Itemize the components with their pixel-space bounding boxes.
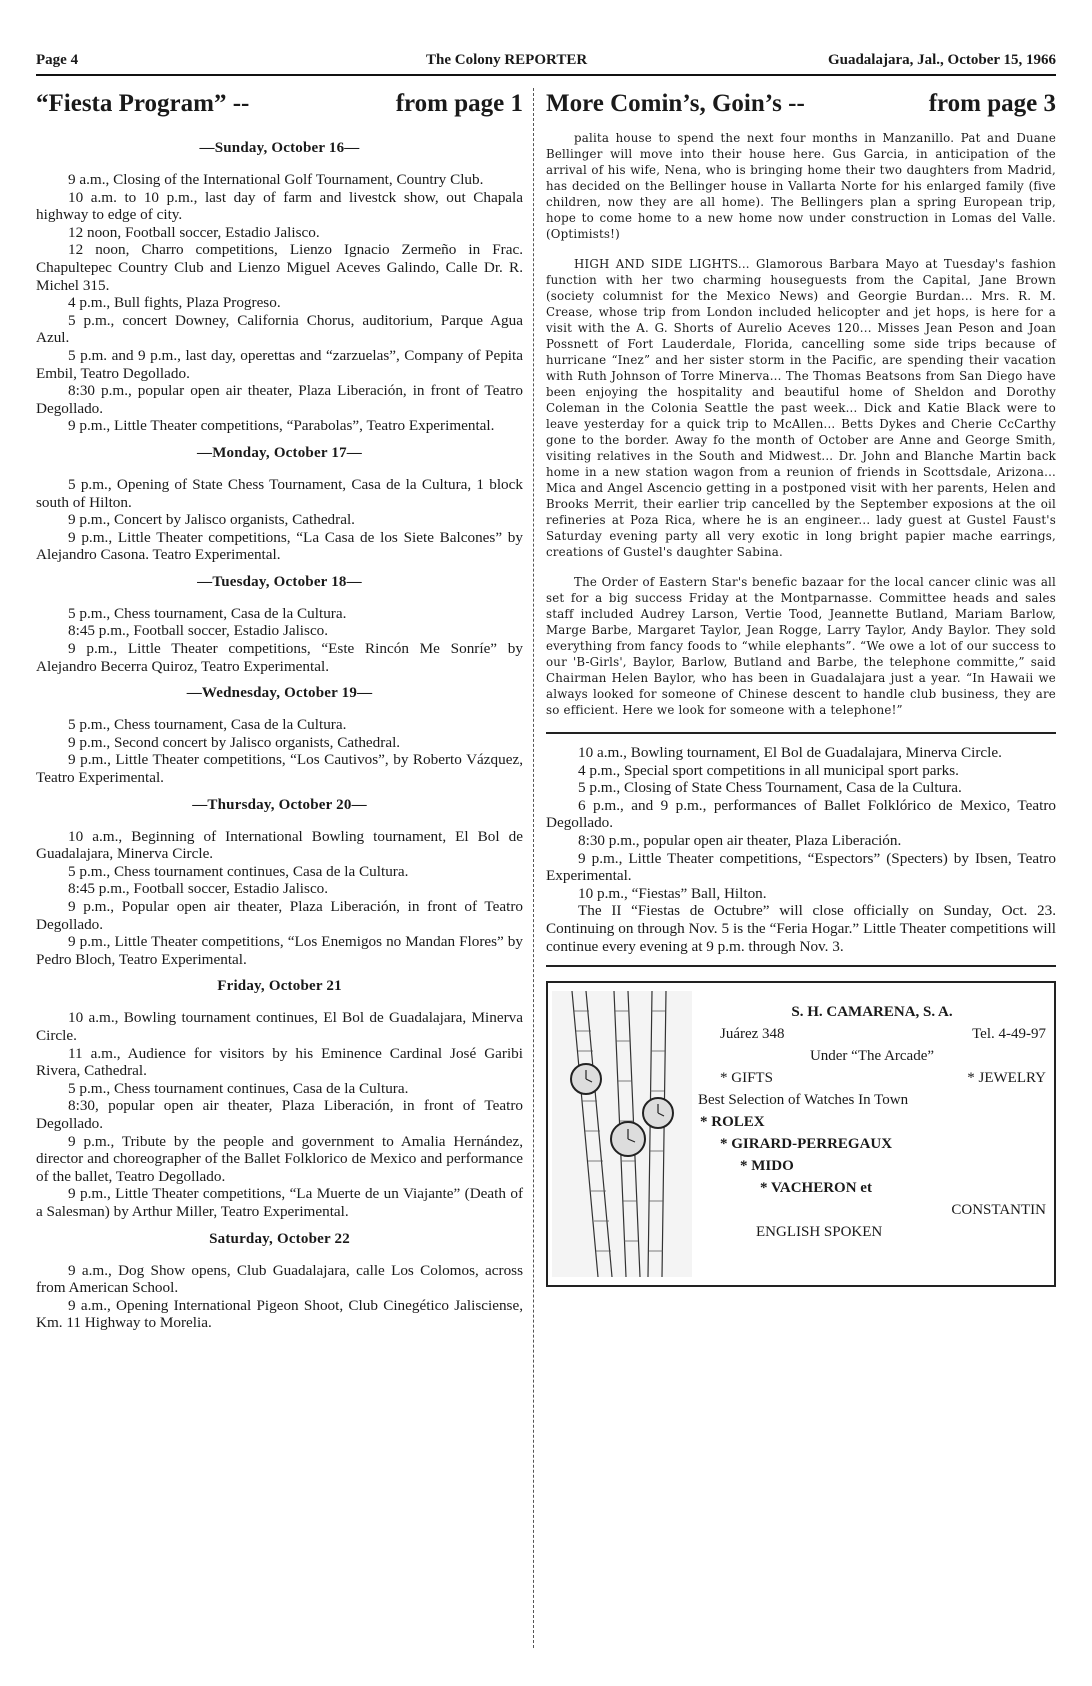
day-heading: —Monday, October 17— — [197, 444, 362, 461]
camarena-advertisement — [546, 981, 1056, 1287]
ad-phone: Tel. 4-49-97 — [972, 1026, 1046, 1043]
program-event: 9 a.m., Opening International Pigeon Shoot, Club Cinegético Jalisciense, Km. 11 Highway to Morelia. — [36, 1296, 523, 1332]
header-rule — [36, 74, 1056, 76]
comings-goings-column — [546, 90, 1056, 1668]
ad-text — [698, 1001, 1046, 1243]
ad-location: Under “The Arcade” — [809, 1048, 935, 1065]
program-event: 9 a.m., Closing of the International Golf Tournament, Country Club. — [68, 171, 484, 188]
program-event: 9 p.m., Little Theater competitions, “Los Enemigos no Mandan Flores” by Pedro Bloch, Teatro Experimental. — [36, 933, 523, 968]
ad-brand: * ROLEX — [700, 1114, 765, 1131]
program-event: 10 a.m. to 10 p.m., last day of farm and livestck show, out Chapala highway to edge of city. — [36, 188, 523, 224]
program-event: 5 p.m., Chess tournament continues, Casa de la Cultura. — [68, 862, 409, 880]
ad-jewelry: * JEWELRY — [967, 1070, 1046, 1087]
page-header — [36, 48, 1056, 74]
fiesta-headline — [36, 90, 523, 130]
program-continued — [546, 744, 1056, 955]
program-event: 5 p.m., Chess tournament, Casa de la Cultura. — [68, 604, 347, 622]
program-event: 5 p.m., Opening of State Chess Tournament, Casa de la Cultura, 1 block south of Hilton. — [36, 475, 523, 511]
ad-offerings — [698, 1067, 1046, 1089]
program-event: 5 p.m., Chess tournament continues, Casa de la Cultura. — [68, 1079, 409, 1097]
ad-gifts: * GIFTS — [720, 1070, 773, 1087]
program-event: 8:30 p.m., popular open air theater, Plaza Liberación. — [578, 831, 902, 849]
program-event: 5 p.m., Closing of State Chess Tournament, Casa de la Cultura. — [578, 779, 962, 797]
paper-name: The Colony REPORTER — [426, 52, 588, 68]
day-heading: —Thursday, October 20— — [192, 796, 367, 813]
program-event: 5 p.m. and 9 p.m., last day, operettas and “zarzuelas”, Company of Pepita Embil, Teatro Degollado. — [36, 346, 523, 382]
day-heading: Saturday, October 22 — [209, 1230, 350, 1247]
program-event: 4 p.m., Special sport competitions in all municipal sport parks. — [578, 761, 959, 779]
program-event: 10 a.m., Beginning of International Bowling tournament, El Bol de Guadalajara, Minerva Circle. — [36, 827, 523, 863]
program-event: 11 a.m., Audience for visitors by his Eminence Cardinal José Garibi Rivera, Cathedral. — [36, 1044, 523, 1080]
headline-continued: from page 1 — [395, 90, 523, 117]
program-event: 8:45 p.m., Football soccer, Estadio Jalisco. — [68, 622, 329, 640]
program-event: 9 p.m., Second concert by Jalisco organists, Cathedral. — [68, 733, 401, 751]
gossip-paragraph: palita house to spend the next four months in Manzanillo. Pat and Duane Bellinger will move into their house here. Gus Garcia, in anticipation of the arrival of his wife, Nena, who is bringing home their two daughters from Madrid, has decided on the Bellinger house in Vallarta Norte for his enlarged family (five children, now they are all home). The Bellingers plan a spring European trip, hope to come home to a new home now under construction in Lomas del Valle. (Optimists!) — [546, 131, 1056, 241]
ad-address: Juárez 348 — [720, 1026, 785, 1043]
ad-brand: * GIRARD-PERREGAUX — [720, 1136, 893, 1153]
program-event: 9 p.m., Little Theater competitions, “La Casa de los Siete Balcones” by Alejandro Casona. Teatro Experimental. — [36, 528, 523, 564]
headline-title: “Fiesta Program” -- — [36, 90, 250, 117]
program-event: 9 p.m., Concert by Jalisco organists, Cathedral. — [68, 511, 355, 529]
headline-title: More Comin’s, Goin’s -- — [546, 90, 805, 117]
program-event: 9 p.m., Popular open air theater, Plaza Liberación, in front of Teatro Degollado. — [36, 898, 523, 933]
program-event: 8:30 p.m., popular open air theater, Plaza Liberación, in front of Teatro Degollado. — [36, 382, 523, 417]
page-number: Page 4 — [36, 52, 79, 68]
section-rule — [546, 965, 1056, 967]
program-event: 5 p.m., concert Downey, California Chorus, auditorium, Parque Agua Azul. — [36, 311, 523, 347]
day-heading: Friday, October 21 — [217, 978, 342, 995]
newspaper-page — [36, 48, 1056, 1668]
fiesta-program-column — [36, 90, 523, 1668]
ad-watches-line: Best Selection of Watches In Town — [698, 1092, 909, 1109]
program-event: 9 a.m., Dog Show opens, Club Guadalajara, calle Los Colomos, across from American School. — [36, 1261, 523, 1297]
program-event: 12 noon, Charro competitions, Lienzo Ignacio Zermeño in Frac. Chapultepec Country Club and Lienzo Miguel Aceves Galindo, Calle Dr. R. Michel 315. — [36, 241, 523, 294]
program-event: 9 p.m., Little Theater competitions, “Los Cautivos”, by Roberto Vázquez, Teatro Experimental. — [36, 751, 523, 787]
dateline: Guadalajara, Jal., October 15, 1966 — [827, 52, 1056, 68]
program-event: 6 p.m., and 9 p.m., performances of Ballet Folklórico de Mexico, Teatro Degollado. — [546, 796, 1056, 832]
program-event: 9 p.m., Little Theater competitions, “Este Rincón Me Sonríe” by Alejandro Becerra Quiroz, Teatro Experimental. — [36, 640, 523, 675]
program-event: 10 a.m., Bowling tournament, El Bol de Guadalajara, Minerva Circle. — [578, 744, 1002, 761]
gossip-paragraph: The Order of Eastern Star's benefic bazaar for the local cancer clinic was all set for a big success Friday at the Montparnasse. Committee heads and sales staff included Audrey Larson, Vertie Tood, Jeannette Butland, Mariam Barlow, Marge Barbe, Margaret Taylor, Jean Rogge, Larry Taylor, Andy Baylor. They sold everything from fancy foods to “while elephants”. “We owe a lot of our success to our 'B-Girls', Baylor, Barlow, Butland and Barbe, the telephone committe,” said Chairman Helen Baylor, who has been in Guadalajara just a year. “In Hawaii we always looked for someone of Chinese descent to handle club business, they are so efficient. Here we look for someone with a telephone!” — [546, 575, 1056, 717]
program-event: 12 noon, Football soccer, Estadio Jalisco. — [68, 223, 320, 241]
headline-continued: from page 3 — [928, 90, 1056, 117]
column-divider — [533, 88, 534, 1648]
program-event: 9 p.m., Tribute by the people and government to Amalia Hernández, director and choreographer of the Ballet Folklorico de Mexico and performance of the ballet, Teatro Degollado. — [36, 1132, 523, 1185]
day-heading: —Wednesday, October 19— — [186, 685, 373, 702]
program-event: 5 p.m., Chess tournament, Casa de la Cultura. — [68, 716, 347, 734]
program-event: 10 p.m., “Fiestas” Ball, Hilton. — [578, 884, 767, 902]
ad-english: ENGLISH SPOKEN — [756, 1224, 883, 1241]
ad-brand: * MIDO — [740, 1158, 794, 1175]
gossip-headline — [546, 90, 1056, 130]
program-event: 8:45 p.m., Football soccer, Estadio Jalisco. — [68, 880, 329, 898]
ad-company: S. H. CAMARENA, S. A. — [791, 1004, 953, 1021]
program-event: 9 p.m., Little Theater competitions, “Parabolas”, Teatro Experimental. — [68, 417, 495, 435]
watches-illustration — [552, 991, 692, 1277]
program-event: 4 p.m., Bull fights, Plaza Progreso. — [68, 294, 281, 312]
program-event: 10 a.m., Bowling tournament continues, El Bol de Guadalajara, Minerva Circle. — [36, 1009, 523, 1044]
program-event: 9 p.m., Little Theater competitions, “Espectors” (Specters) by Ibsen, Teatro Experimental. — [546, 849, 1056, 885]
program-event: 8:30, popular open air theater, Plaza Liberación, in front of Teatro Degollado. — [36, 1097, 523, 1132]
day-heading: —Sunday, October 16— — [199, 140, 360, 156]
program-event: The II “Fiestas de Octubre” will close officially on Sunday, Oct. 23. Continuing on through Nov. 5 is the “Feria Hogar.” Little Theater competitions will continue every evening at 9 p.m. through Nov. 3. — [546, 902, 1056, 955]
ad-brand: * VACHERON et — [760, 1180, 872, 1197]
program-event: 9 p.m., Little Theater competitions, “La Muerte de un Viajante” (Death of a Salesman) by Arthur Miller, Teatro Experimental. — [36, 1185, 523, 1220]
gossip-paragraph: HIGH AND SIDE LIGHTS... Glamorous Barbara Mayo at Tuesday's fashion function with her two charming houseguests from the Capital, Jane Brown (society columnist for the Mexico News) and Georgie Burdan... Mrs. R. M. Crease, whose trip from London included helicopter and jet hops, is here for a visit with the A. G. Shorts of Aurelio Aceves 120... Misses Jean Peson and Joan Possnett of Fort Lauderdale, Florida, cancelling some side trips because of hurricane “Inez” and her sister storm in the Pacific, are spending their vacation with Ruth Johnson of Torre Minerva... The Thomas Beatsons from San Diego have been enjoying the hospitality and beautiful home of Sheldon and Dorothy Coleman in the Colonia Seattle the past week... Dick and Katie Black were to leave yesterday for a quick trip to McAllen... Betts Dykes and Cherie CcCarthy gone to the border. Away fo the month of October are Anne and George Smith, visiting relatives in the South and Midwest... Dr. John and Blanche Martin back home in a new station wagon from a reunion of friends in Scottsdale, Arizona... Mica and Angel Ascencio getting in a postponed visit with her parents, Helen and Brooks Merrit, their earlier trip cancelled by the September exposions at the oil refineries at Poza Rica, where he is an engineer... lady guest at Gustel Faust's Saturday evening party all very exotic in long bright papier mache earrings, creations of Gustel's daughter Sabina. — [546, 257, 1056, 559]
section-rule — [546, 732, 1056, 734]
ad-contact — [698, 1023, 1046, 1045]
program-days — [36, 140, 523, 1332]
ad-brand: CONSTANTIN — [951, 1202, 1046, 1219]
day-heading: —Tuesday, October 18— — [197, 573, 362, 590]
